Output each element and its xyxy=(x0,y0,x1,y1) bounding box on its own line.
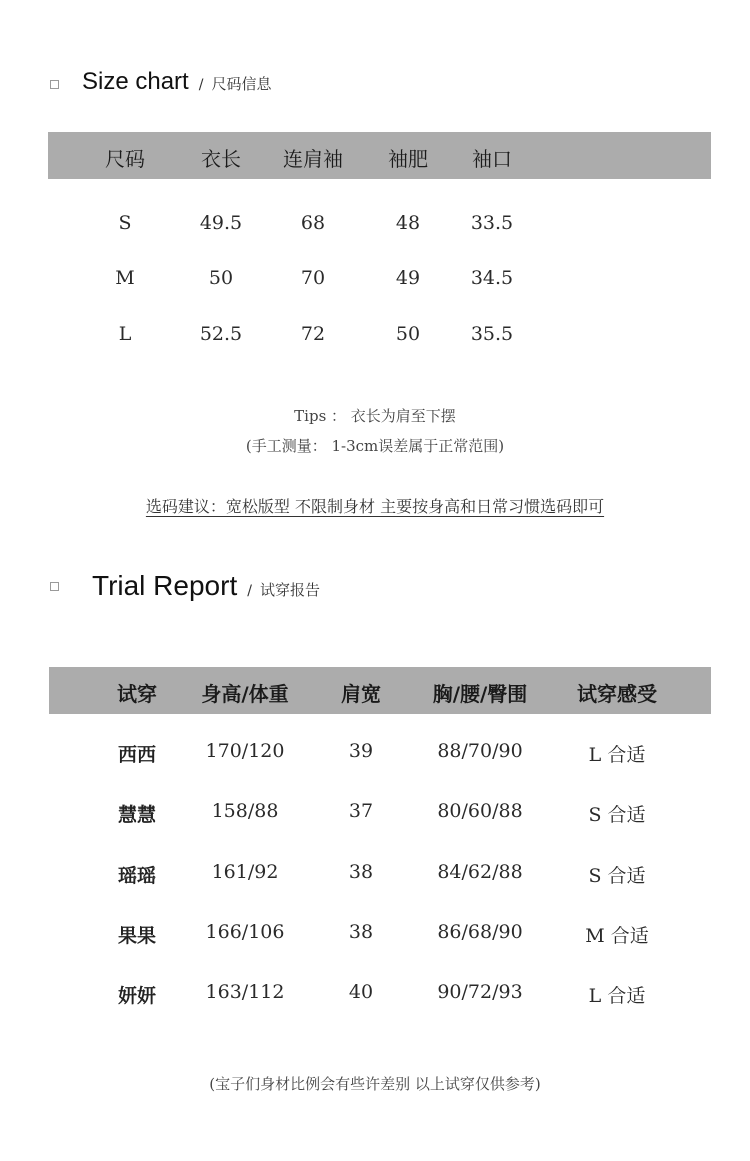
table-cell: 49 xyxy=(395,267,421,289)
table-cell: 果果 xyxy=(117,925,157,947)
table-cell: 68 xyxy=(300,212,326,234)
table-cell: 48 xyxy=(395,212,421,234)
size-chart-heading xyxy=(82,68,271,96)
table-cell: 161/92 xyxy=(211,861,279,883)
table-header-cell: 连肩袖 xyxy=(283,147,343,171)
table-cell: 80/60/88 xyxy=(437,800,523,822)
table-cell: M 合适 xyxy=(585,925,649,947)
bullet-square-icon xyxy=(50,80,59,89)
size-chart-subtitle: 尺码信息 xyxy=(211,75,272,93)
table-cell: 70 xyxy=(300,267,326,289)
table-header-cell: 袖口 xyxy=(472,147,512,171)
table-cell: 40 xyxy=(348,981,374,1003)
trial-footer-note: (宝子们身材比例会有些许差别 以上试穿仅供参考) xyxy=(209,1075,541,1093)
table-cell: 慧慧 xyxy=(117,804,157,826)
table-cell: L 合适 xyxy=(588,985,646,1007)
table-header-cell: 试穿 xyxy=(117,682,157,706)
table-cell: 37 xyxy=(348,800,374,822)
table-header-cell: 身高/体重 xyxy=(201,682,289,706)
table-cell: 88/70/90 xyxy=(437,740,523,762)
table-header-cell: 衣长 xyxy=(201,147,241,171)
table-header-cell: 袖肥 xyxy=(388,147,428,171)
size-table-header-bar xyxy=(48,132,711,179)
table-cell: 158/88 xyxy=(211,800,279,822)
table-cell: 163/112 xyxy=(205,981,285,1003)
heading-slash: / xyxy=(247,583,252,599)
table-cell: 86/68/90 xyxy=(437,921,523,943)
table-cell: 西西 xyxy=(117,744,157,766)
table-cell: 52.5 xyxy=(199,323,243,345)
table-cell: L xyxy=(118,323,132,345)
heading-slash: / xyxy=(198,77,204,93)
size-chart-title: Size chart xyxy=(82,68,189,95)
table-cell: 34.5 xyxy=(470,267,514,289)
table-header-cell: 试穿感受 xyxy=(577,682,657,706)
table-cell: M xyxy=(115,267,135,289)
table-cell: 84/62/88 xyxy=(437,861,523,883)
table-cell: 33.5 xyxy=(470,212,514,234)
table-cell: 38 xyxy=(348,921,374,943)
table-cell: 50 xyxy=(395,323,421,345)
trial-report-heading xyxy=(92,570,320,602)
table-header-cell: 胸/腰/臀围 xyxy=(432,682,528,706)
trial-report-subtitle: 试穿报告 xyxy=(259,581,320,599)
table-cell: 39 xyxy=(348,740,374,762)
table-cell: 妍妍 xyxy=(117,985,157,1007)
table-cell: 35.5 xyxy=(470,323,514,345)
trial-report-title: Trial Report xyxy=(92,570,238,601)
tips-line-1: Tips ： 衣长为肩至下摆 xyxy=(294,407,456,425)
table-cell: S 合适 xyxy=(588,804,646,826)
table-cell: 72 xyxy=(300,323,326,345)
bullet-square-icon xyxy=(50,582,59,591)
table-cell: 瑶瑶 xyxy=(117,865,157,887)
table-cell: 49.5 xyxy=(199,212,243,234)
tips-line-2: (手工测量： 1-3cm误差属于正常范围) xyxy=(245,437,505,455)
table-cell: 38 xyxy=(348,861,374,883)
table-cell: 50 xyxy=(208,267,234,289)
table-cell: 90/72/93 xyxy=(437,981,523,1003)
table-cell: L 合适 xyxy=(588,744,646,766)
table-cell: S 合适 xyxy=(588,865,646,887)
table-cell: S xyxy=(118,212,132,234)
size-advice xyxy=(0,494,750,517)
table-header-cell: 肩宽 xyxy=(341,682,381,706)
size-advice-text: 选码建议：宽松版型 不限制身材 主要按身高和日常习惯选码即可 xyxy=(145,497,605,516)
table-cell: 166/106 xyxy=(205,921,285,943)
table-cell: 170/120 xyxy=(205,740,285,762)
table-header-cell: 尺码 xyxy=(105,147,145,171)
